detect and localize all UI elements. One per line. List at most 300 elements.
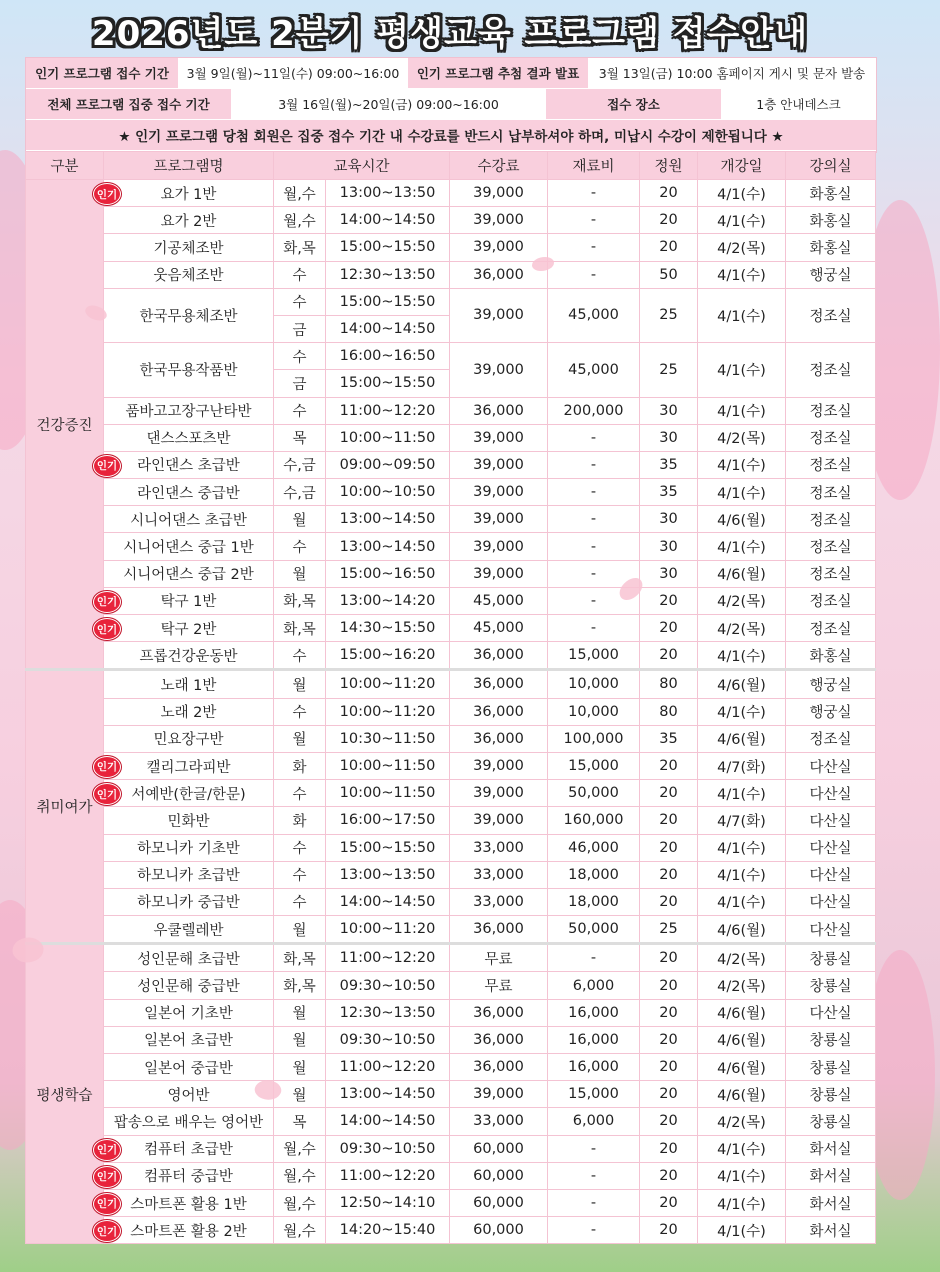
material-cell: - bbox=[548, 560, 640, 587]
material-cell: - bbox=[548, 180, 640, 207]
program-name: 웃음체조반 bbox=[153, 268, 224, 285]
program-name: 요가 2반 bbox=[160, 213, 217, 230]
capacity-cell: 20 bbox=[640, 615, 698, 642]
capacity-cell: 20 bbox=[640, 642, 698, 670]
program-name-cell bbox=[104, 642, 274, 670]
program-name: 노래 1반 bbox=[160, 677, 217, 694]
popular-draw-value: 3월 13일(금) 10:00 홈페이지 게시 및 문자 발송 bbox=[588, 58, 876, 88]
program-name: 컴퓨터 초급반 bbox=[144, 1142, 233, 1159]
fee-cell: 39,000 bbox=[450, 288, 548, 342]
popular-reg-label: 인기 프로그램 접수 기간 bbox=[26, 58, 178, 88]
capacity-cell: 20 bbox=[640, 234, 698, 261]
time-cell: 09:30~10:50 bbox=[326, 1026, 450, 1053]
capacity-cell: 30 bbox=[640, 424, 698, 451]
table-row bbox=[26, 533, 876, 560]
time-cell: 09:00~09:50 bbox=[326, 451, 450, 478]
room-cell: 정조실 bbox=[786, 424, 876, 451]
page-title: 2026년도 2분기 평생교육 프로그램 접수안내 bbox=[91, 14, 809, 54]
day-cell: 월 bbox=[274, 725, 326, 752]
program-name: 라인댄스 초급반 bbox=[137, 458, 240, 475]
table-row bbox=[26, 1081, 876, 1108]
program-name: 성인문해 초급반 bbox=[137, 951, 240, 968]
start-date-cell: 4/1(수) bbox=[698, 451, 786, 478]
table-row bbox=[26, 451, 876, 478]
fee-cell: 39,000 bbox=[450, 1081, 548, 1108]
header-material: 재료비 bbox=[548, 152, 640, 180]
start-date-cell: 4/1(수) bbox=[698, 888, 786, 915]
day-cell: 월 bbox=[274, 999, 326, 1026]
table-header-row bbox=[26, 152, 876, 180]
material-cell: - bbox=[548, 207, 640, 234]
table-row bbox=[26, 615, 876, 642]
room-cell: 창룡실 bbox=[786, 1081, 876, 1108]
capacity-cell: 50 bbox=[640, 261, 698, 288]
program-name-cell bbox=[104, 807, 274, 834]
notice-banner: ★ 인기 프로그램 당첨 회원은 집중 접수 기간 내 수강료를 반드시 납부하셔야 하며, 미납시 수강이 제한됩니다 ★ bbox=[26, 120, 876, 150]
program-name-cell bbox=[104, 888, 274, 915]
table-row bbox=[26, 944, 876, 972]
program-name-cell bbox=[96, 1162, 274, 1189]
fee-cell: 36,000 bbox=[450, 1026, 548, 1053]
program-name: 민화반 bbox=[167, 813, 210, 830]
program-name: 프롭건강운동반 bbox=[139, 648, 238, 665]
fee-cell: 60,000 bbox=[450, 1162, 548, 1189]
day-cell: 수 bbox=[274, 343, 326, 370]
time-cell: 09:30~10:50 bbox=[326, 1135, 450, 1162]
start-date-cell: 4/1(수) bbox=[698, 343, 786, 397]
table-row bbox=[26, 1026, 876, 1053]
room-cell: 화서실 bbox=[786, 1162, 876, 1189]
program-name: 노래 2반 bbox=[160, 705, 217, 722]
material-cell: 200,000 bbox=[548, 397, 640, 424]
room-cell: 행궁실 bbox=[786, 698, 876, 725]
room-cell: 행궁실 bbox=[786, 670, 876, 698]
time-cell: 10:00~10:50 bbox=[326, 479, 450, 506]
program-name-cell bbox=[104, 698, 274, 725]
material-cell: - bbox=[548, 479, 640, 506]
table-row bbox=[26, 479, 876, 506]
table-row bbox=[26, 1217, 876, 1244]
start-date-cell: 4/1(수) bbox=[698, 1135, 786, 1162]
start-date-cell: 4/1(수) bbox=[698, 288, 786, 342]
table-row bbox=[26, 642, 876, 670]
capacity-cell: 20 bbox=[640, 834, 698, 861]
popular-badge: 인기 bbox=[93, 591, 121, 613]
program-name-cell bbox=[104, 424, 274, 451]
fee-cell: 39,000 bbox=[450, 343, 548, 397]
table-row bbox=[26, 670, 876, 698]
start-date-cell: 4/2(목) bbox=[698, 972, 786, 999]
program-name-cell bbox=[104, 479, 274, 506]
start-date-cell: 4/2(목) bbox=[698, 615, 786, 642]
room-cell: 정조실 bbox=[786, 288, 876, 342]
material-cell: - bbox=[548, 1135, 640, 1162]
time-cell: 10:00~11:50 bbox=[326, 780, 450, 807]
day-cell: 수,금 bbox=[274, 479, 326, 506]
table-row bbox=[26, 916, 876, 944]
program-name: 캘리그라피반 bbox=[146, 759, 231, 776]
day-cell: 수 bbox=[274, 780, 326, 807]
room-cell: 창룡실 bbox=[786, 944, 876, 972]
program-name: 시니어댄스 초급반 bbox=[130, 512, 247, 529]
time-cell: 11:00~12:20 bbox=[326, 1054, 450, 1081]
material-cell: 100,000 bbox=[548, 725, 640, 752]
day-cell: 화,목 bbox=[274, 587, 326, 614]
day-cell: 월 bbox=[274, 670, 326, 698]
table-row bbox=[26, 861, 876, 888]
material-cell: 18,000 bbox=[548, 888, 640, 915]
day-cell: 월,수 bbox=[274, 1135, 326, 1162]
fee-cell: 45,000 bbox=[450, 615, 548, 642]
fee-cell: 39,000 bbox=[450, 479, 548, 506]
header-fee: 수강료 bbox=[450, 152, 548, 180]
time-cell: 13:00~13:50 bbox=[326, 180, 450, 207]
material-cell: 160,000 bbox=[548, 807, 640, 834]
capacity-cell: 20 bbox=[640, 807, 698, 834]
material-cell: - bbox=[548, 1189, 640, 1216]
table-row bbox=[26, 343, 876, 370]
material-cell: - bbox=[548, 451, 640, 478]
program-name: 탁구 1반 bbox=[160, 594, 217, 611]
program-name-cell bbox=[96, 1189, 274, 1216]
fee-cell: 39,000 bbox=[450, 234, 548, 261]
capacity-cell: 30 bbox=[640, 397, 698, 424]
day-cell: 월 bbox=[274, 916, 326, 944]
day-cell: 월 bbox=[274, 560, 326, 587]
table-row bbox=[26, 972, 876, 999]
program-name-cell bbox=[104, 861, 274, 888]
table-row bbox=[26, 780, 876, 807]
fee-cell: 39,000 bbox=[450, 752, 548, 779]
table-row bbox=[26, 1135, 876, 1162]
day-cell: 월,수 bbox=[274, 1217, 326, 1244]
start-date-cell: 4/6(월) bbox=[698, 725, 786, 752]
start-date-cell: 4/6(월) bbox=[698, 999, 786, 1026]
fee-cell: 45,000 bbox=[450, 587, 548, 614]
time-cell: 15:00~15:50 bbox=[326, 370, 450, 397]
room-cell: 행궁실 bbox=[786, 261, 876, 288]
time-cell: 10:00~11:20 bbox=[326, 670, 450, 698]
fee-cell: 39,000 bbox=[450, 807, 548, 834]
program-name: 영어반 bbox=[167, 1087, 210, 1104]
material-cell: - bbox=[548, 234, 640, 261]
room-cell: 화홍실 bbox=[786, 642, 876, 670]
day-cell: 수 bbox=[274, 834, 326, 861]
room-cell: 정조실 bbox=[786, 479, 876, 506]
room-cell: 정조실 bbox=[786, 451, 876, 478]
fee-cell: 36,000 bbox=[450, 261, 548, 288]
fee-cell: 39,000 bbox=[450, 451, 548, 478]
table-row bbox=[26, 1162, 876, 1189]
material-cell: 15,000 bbox=[548, 1081, 640, 1108]
time-cell: 14:30~15:50 bbox=[326, 615, 450, 642]
program-name: 라인댄스 중급반 bbox=[137, 485, 240, 502]
program-name-cell bbox=[104, 506, 274, 533]
start-date-cell: 4/1(수) bbox=[698, 261, 786, 288]
day-cell: 월,수 bbox=[274, 180, 326, 207]
capacity-cell: 20 bbox=[640, 1189, 698, 1216]
capacity-cell: 35 bbox=[640, 451, 698, 478]
fee-cell: 60,000 bbox=[450, 1189, 548, 1216]
day-cell: 화,목 bbox=[274, 234, 326, 261]
material-cell: 15,000 bbox=[548, 752, 640, 779]
day-cell: 수 bbox=[274, 397, 326, 424]
start-date-cell: 4/1(수) bbox=[698, 698, 786, 725]
time-cell: 13:00~14:50 bbox=[326, 533, 450, 560]
day-cell: 월,수 bbox=[274, 207, 326, 234]
program-name: 서예반(한글/한문) bbox=[131, 786, 246, 803]
room-cell: 정조실 bbox=[786, 506, 876, 533]
day-cell: 목 bbox=[274, 424, 326, 451]
table-row bbox=[26, 261, 876, 288]
material-cell: 50,000 bbox=[548, 780, 640, 807]
start-date-cell: 4/1(수) bbox=[698, 1162, 786, 1189]
table-row bbox=[26, 807, 876, 834]
fee-cell: 36,000 bbox=[450, 999, 548, 1026]
table-row bbox=[26, 424, 876, 451]
program-name-cell bbox=[104, 834, 274, 861]
room-cell: 다산실 bbox=[786, 861, 876, 888]
program-name-cell bbox=[96, 1217, 274, 1244]
program-name-cell bbox=[104, 207, 274, 234]
material-cell: 6,000 bbox=[548, 972, 640, 999]
program-name: 민요장구반 bbox=[153, 732, 224, 749]
start-date-cell: 4/1(수) bbox=[698, 780, 786, 807]
fee-cell: 36,000 bbox=[450, 642, 548, 670]
fee-cell: 39,000 bbox=[450, 780, 548, 807]
program-name-cell bbox=[96, 451, 274, 478]
program-name: 팝송으로 배우는 영어반 bbox=[113, 1114, 264, 1131]
room-cell: 다산실 bbox=[786, 888, 876, 915]
time-cell: 10:00~11:50 bbox=[326, 752, 450, 779]
table-row bbox=[26, 834, 876, 861]
time-cell: 15:00~16:50 bbox=[326, 560, 450, 587]
program-name-cell bbox=[104, 916, 274, 944]
start-date-cell: 4/2(목) bbox=[698, 944, 786, 972]
room-cell: 창룡실 bbox=[786, 1026, 876, 1053]
place-value: 1층 안내데스크 bbox=[721, 89, 876, 119]
day-cell: 화 bbox=[274, 752, 326, 779]
room-cell: 정조실 bbox=[786, 533, 876, 560]
day-cell: 금 bbox=[274, 315, 326, 342]
table-row bbox=[26, 288, 876, 315]
room-cell: 정조실 bbox=[786, 397, 876, 424]
start-date-cell: 4/6(월) bbox=[698, 916, 786, 944]
fee-cell: 36,000 bbox=[450, 725, 548, 752]
program-name-cell bbox=[104, 397, 274, 424]
fee-cell: 무료 bbox=[450, 944, 548, 972]
start-date-cell: 4/1(수) bbox=[698, 1189, 786, 1216]
time-cell: 10:00~11:20 bbox=[326, 916, 450, 944]
time-cell: 11:00~12:20 bbox=[326, 1162, 450, 1189]
room-cell: 다산실 bbox=[786, 807, 876, 834]
program-name: 시니어댄스 중급 1반 bbox=[123, 540, 254, 557]
time-cell: 16:00~17:50 bbox=[326, 807, 450, 834]
table-row bbox=[26, 180, 876, 207]
fee-cell: 39,000 bbox=[450, 424, 548, 451]
room-cell: 화서실 bbox=[786, 1135, 876, 1162]
program-name: 댄스스포츠반 bbox=[146, 431, 231, 448]
capacity-cell: 20 bbox=[640, 1135, 698, 1162]
room-cell: 정조실 bbox=[786, 615, 876, 642]
program-name: 스마트폰 활용 1반 bbox=[130, 1196, 247, 1213]
popular-draw-label: 인기 프로그램 추첨 결과 발표 bbox=[408, 58, 588, 88]
material-cell: - bbox=[548, 587, 640, 614]
popular-reg-value: 3월 9일(월)~11일(수) 09:00~16:00 bbox=[178, 58, 408, 88]
capacity-cell: 20 bbox=[640, 888, 698, 915]
day-cell: 화,목 bbox=[274, 972, 326, 999]
capacity-cell: 20 bbox=[640, 972, 698, 999]
start-date-cell: 4/2(목) bbox=[698, 234, 786, 261]
room-cell: 정조실 bbox=[786, 343, 876, 397]
fee-cell: 33,000 bbox=[450, 888, 548, 915]
table-row bbox=[26, 888, 876, 915]
table-row bbox=[26, 752, 876, 779]
time-cell: 10:30~11:50 bbox=[326, 725, 450, 752]
program-name: 탁구 2반 bbox=[160, 621, 217, 638]
material-cell: 10,000 bbox=[548, 698, 640, 725]
time-cell: 12:50~14:10 bbox=[326, 1189, 450, 1216]
start-date-cell: 4/6(월) bbox=[698, 670, 786, 698]
day-cell: 월 bbox=[274, 1026, 326, 1053]
material-cell: - bbox=[548, 944, 640, 972]
capacity-cell: 25 bbox=[640, 288, 698, 342]
room-cell: 정조실 bbox=[786, 725, 876, 752]
table-row bbox=[26, 999, 876, 1026]
start-date-cell: 4/1(수) bbox=[698, 533, 786, 560]
room-cell: 다산실 bbox=[786, 916, 876, 944]
capacity-cell: 20 bbox=[640, 1081, 698, 1108]
all-reg-label: 전체 프로그램 집중 접수 기간 bbox=[26, 89, 231, 119]
start-date-cell: 4/6(월) bbox=[698, 1026, 786, 1053]
popular-badge: 인기 bbox=[93, 1139, 121, 1161]
start-date-cell: 4/6(월) bbox=[698, 560, 786, 587]
table-row bbox=[26, 698, 876, 725]
header-program: 프로그램명 bbox=[104, 152, 274, 180]
header-start: 개강일 bbox=[698, 152, 786, 180]
material-cell: 15,000 bbox=[548, 642, 640, 670]
program-name-cell bbox=[104, 1108, 274, 1135]
material-cell: 16,000 bbox=[548, 999, 640, 1026]
fee-cell: 무료 bbox=[450, 972, 548, 999]
start-date-cell: 4/6(월) bbox=[698, 1081, 786, 1108]
program-name-cell bbox=[104, 288, 274, 342]
time-cell: 14:20~15:40 bbox=[326, 1217, 450, 1244]
material-cell: - bbox=[548, 506, 640, 533]
room-cell: 다산실 bbox=[786, 834, 876, 861]
capacity-cell: 20 bbox=[640, 1217, 698, 1244]
capacity-cell: 25 bbox=[640, 343, 698, 397]
capacity-cell: 35 bbox=[640, 479, 698, 506]
time-cell: 13:00~14:20 bbox=[326, 587, 450, 614]
material-cell: - bbox=[548, 424, 640, 451]
program-name-cell bbox=[104, 343, 274, 397]
time-cell: 10:00~11:20 bbox=[326, 698, 450, 725]
start-date-cell: 4/6(월) bbox=[698, 506, 786, 533]
day-cell: 화,목 bbox=[274, 615, 326, 642]
popular-badge: 인기 bbox=[93, 455, 121, 477]
start-date-cell: 4/1(수) bbox=[698, 1217, 786, 1244]
room-cell: 창룡실 bbox=[786, 972, 876, 999]
time-cell: 14:00~14:50 bbox=[326, 315, 450, 342]
time-cell: 09:30~10:50 bbox=[326, 972, 450, 999]
material-cell: 45,000 bbox=[548, 343, 640, 397]
program-name: 시니어댄스 중급 2반 bbox=[123, 567, 254, 584]
material-cell: 16,000 bbox=[548, 1026, 640, 1053]
header-capacity: 정원 bbox=[640, 152, 698, 180]
time-cell: 15:00~15:50 bbox=[326, 288, 450, 315]
room-cell: 화서실 bbox=[786, 1217, 876, 1244]
time-cell: 15:00~16:20 bbox=[326, 642, 450, 670]
program-name-cell bbox=[96, 752, 274, 779]
program-name-cell bbox=[104, 560, 274, 587]
table-row bbox=[26, 1189, 876, 1216]
program-name-cell bbox=[104, 944, 274, 972]
fee-cell: 33,000 bbox=[450, 1108, 548, 1135]
time-cell: 13:00~14:50 bbox=[326, 506, 450, 533]
fee-cell: 33,000 bbox=[450, 834, 548, 861]
table-row bbox=[26, 560, 876, 587]
table-row bbox=[26, 506, 876, 533]
room-cell: 화서실 bbox=[786, 1189, 876, 1216]
start-date-cell: 4/2(목) bbox=[698, 587, 786, 614]
capacity-cell: 20 bbox=[640, 1026, 698, 1053]
table-row bbox=[26, 207, 876, 234]
time-cell: 12:30~13:50 bbox=[326, 261, 450, 288]
day-cell: 월 bbox=[274, 506, 326, 533]
material-cell: 6,000 bbox=[548, 1108, 640, 1135]
fee-cell: 39,000 bbox=[450, 506, 548, 533]
day-cell: 화,목 bbox=[274, 944, 326, 972]
capacity-cell: 80 bbox=[640, 698, 698, 725]
material-cell: - bbox=[548, 1162, 640, 1189]
time-cell: 13:00~14:50 bbox=[326, 1081, 450, 1108]
program-name-cell bbox=[96, 1135, 274, 1162]
popular-badge: 인기 bbox=[93, 183, 121, 205]
capacity-cell: 20 bbox=[640, 207, 698, 234]
category-cell: 건강증진 bbox=[26, 180, 104, 670]
header-room: 강의실 bbox=[786, 152, 876, 180]
popular-badge: 인기 bbox=[93, 1193, 121, 1215]
room-cell: 정조실 bbox=[786, 587, 876, 614]
capacity-cell: 20 bbox=[640, 944, 698, 972]
program-name: 우쿨렐레반 bbox=[153, 922, 224, 939]
program-name-cell bbox=[104, 261, 274, 288]
table-row bbox=[26, 397, 876, 424]
program-name-cell bbox=[96, 180, 274, 207]
start-date-cell: 4/1(수) bbox=[698, 834, 786, 861]
fee-cell: 36,000 bbox=[450, 1054, 548, 1081]
capacity-cell: 20 bbox=[640, 587, 698, 614]
program-name-cell bbox=[104, 725, 274, 752]
material-cell: 18,000 bbox=[548, 861, 640, 888]
capacity-cell: 20 bbox=[640, 861, 698, 888]
capacity-cell: 30 bbox=[640, 533, 698, 560]
capacity-cell: 80 bbox=[640, 670, 698, 698]
fee-cell: 36,000 bbox=[450, 670, 548, 698]
time-cell: 12:30~13:50 bbox=[326, 999, 450, 1026]
fee-cell: 33,000 bbox=[450, 861, 548, 888]
day-cell: 수,금 bbox=[274, 451, 326, 478]
category-cell: 평생학습 bbox=[26, 944, 104, 1244]
program-name-cell bbox=[104, 972, 274, 999]
popular-badge: 인기 bbox=[93, 756, 121, 778]
capacity-cell: 25 bbox=[640, 916, 698, 944]
popular-badge: 인기 bbox=[93, 783, 121, 805]
start-date-cell: 4/1(수) bbox=[698, 207, 786, 234]
material-cell: 46,000 bbox=[548, 834, 640, 861]
fee-cell: 39,000 bbox=[450, 180, 548, 207]
